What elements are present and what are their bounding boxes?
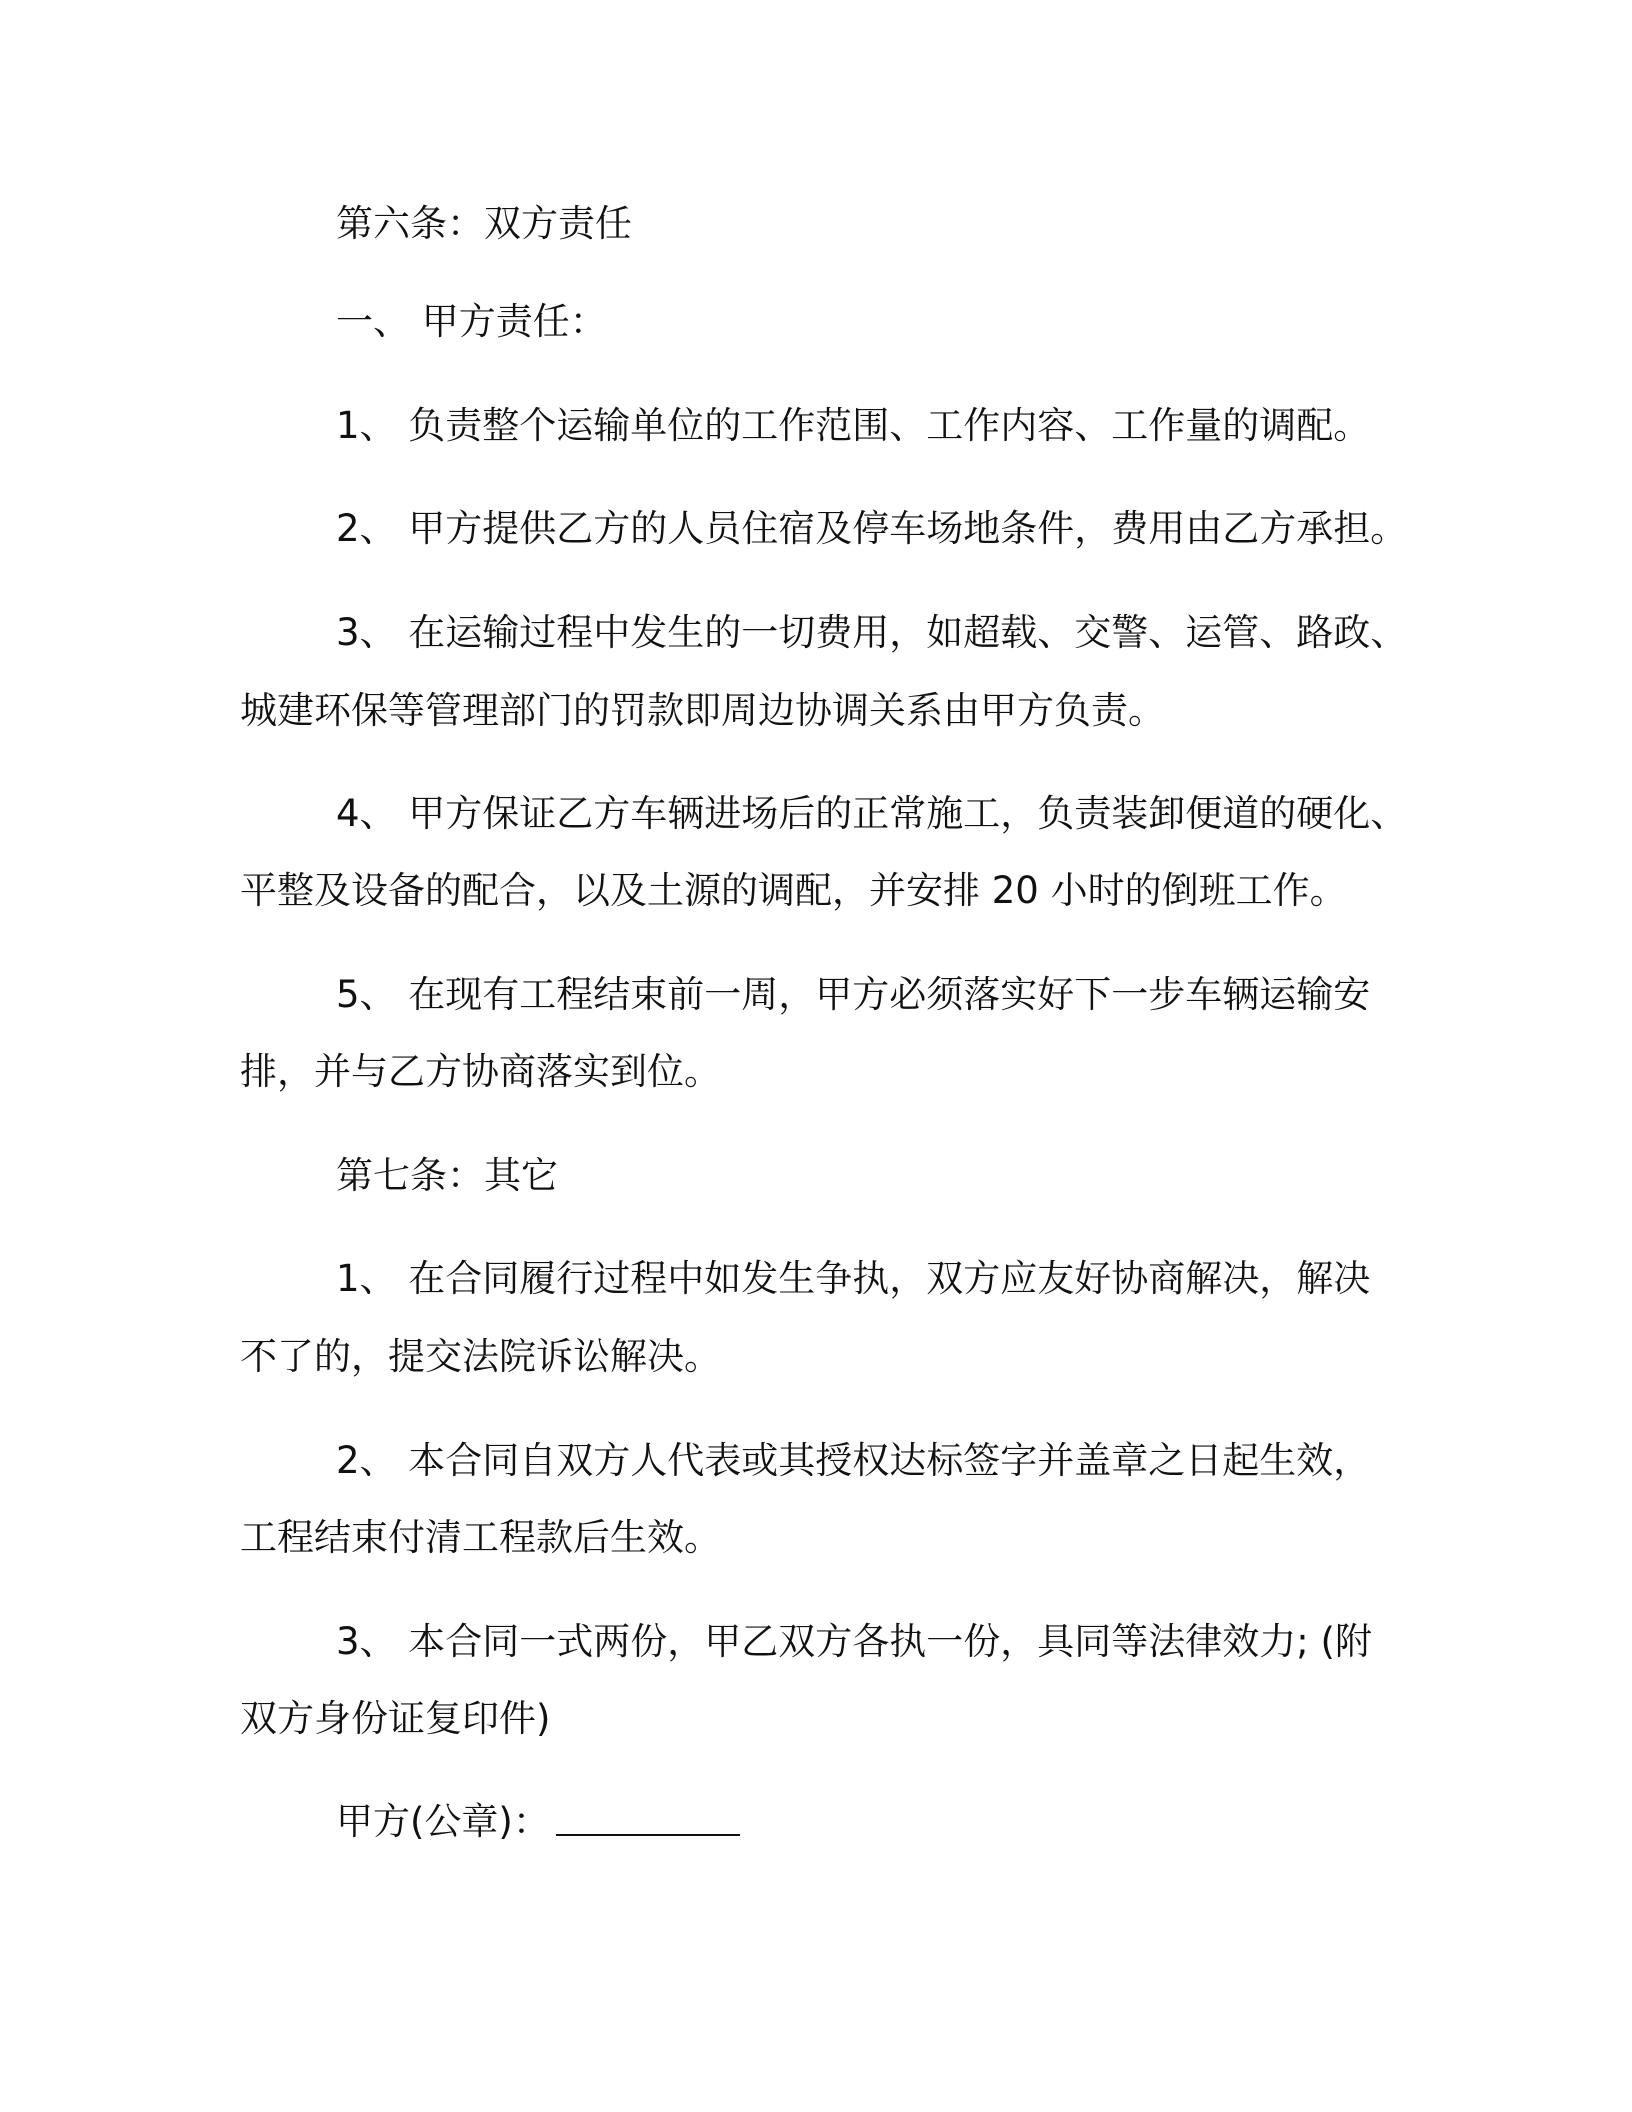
signature-line	[336, 1783, 740, 1861]
party-a-item-4-line-2: 平整及设备的配合，以及土源的调配，并安排 20 小时的倒班工作。	[240, 869, 1347, 912]
article-6-title: 第六条：双方责任	[336, 202, 632, 245]
other-item-2-line-1: 2、 本合同自双方人代表或其授权达标签字并盖章之日起生效，	[336, 1439, 1371, 1482]
party-a-item-1: 1、 负责整个运输单位的工作范围、工作内容、工作量的调配。	[336, 404, 1371, 447]
party-a-item-5-line-1: 5、 在现有工程结束前一周，甲方必须落实好下一步车辆运输安	[336, 973, 1371, 1016]
other-item-2-line-2: 工程结束付清工程款后生效。	[240, 1516, 721, 1559]
other-item-1-line-1: 1、 在合同履行过程中如发生争执，双方应友好协商解决，解决	[336, 1257, 1371, 1300]
other-item-3-line-2: 双方身份证复印件)	[240, 1697, 551, 1740]
other-item-1-line-2: 不了的，提交法院诉讼解决。	[240, 1335, 721, 1378]
party-a-item-3-line-1: 3、 在运输过程中发生的一切费用，如超载、交警、运管、路政、	[336, 611, 1408, 654]
signature-blank	[556, 1804, 740, 1836]
article-7-title: 第七条：其它	[336, 1154, 558, 1197]
party-a-heading: 一、 甲方责任：	[336, 300, 607, 343]
party-a-item-2: 2、 甲方提供乙方的人员住宿及停车场地条件，费用由乙方承担。	[336, 507, 1408, 550]
party-a-item-3-line-2: 城建环保等管理部门的罚款即周边协调关系由甲方负责。	[240, 689, 1165, 732]
party-a-item-4-line-1: 4、 甲方保证乙方车辆进场后的正常施工，负责装卸便道的硬化、	[336, 792, 1408, 835]
party-a-item-5-line-2: 排，并与乙方协商落实到位。	[240, 1050, 721, 1093]
other-item-3-line-1: 3、 本合同一式两份，甲乙双方各执一份，具同等法律效力; (附	[336, 1620, 1372, 1663]
signature-label: 甲方(公章)：	[336, 1800, 550, 1843]
